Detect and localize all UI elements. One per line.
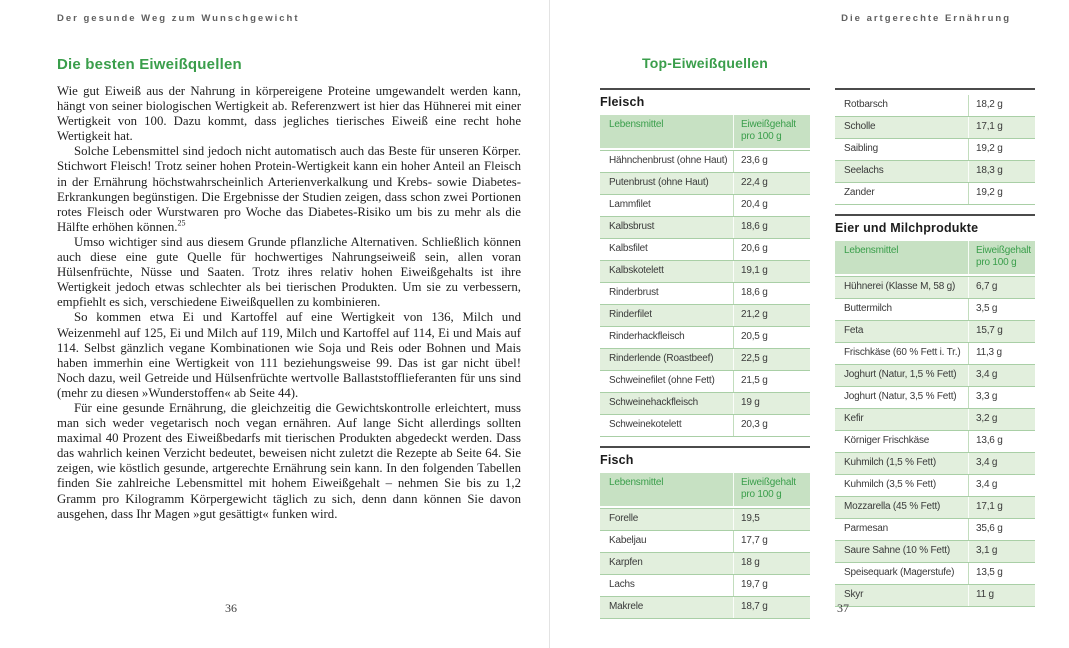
food-cell: Makrele (600, 597, 734, 618)
table-row (600, 150, 810, 172)
protein-value-cell: 20,4 g (741, 199, 768, 210)
table-row (600, 392, 810, 414)
table-row (600, 260, 810, 282)
protein-value-cell: 18,7 g (741, 601, 768, 612)
table-row (835, 496, 1035, 518)
protein-value-cell: 22,4 g (741, 177, 768, 188)
protein-value-cell: 19,1 g (741, 265, 768, 276)
body-paragraph: Umso wichtiger sind aus diesem Grunde pflanzliche Alternativen. Schließlich können auch diese eine gute Quelle für hochwertiges Nahrungseiweiß sein, allen voran Hülsenfrüchte, Nüsse und Saaten. Trotz ihres relativ hohen Eiweißgehalts ist ihre Wertigkeit jedoch etwas schlechter als bei tierischen Produkten. Um sie zu verbessern, empfiehlt es sich, verschiedene Eiweißquellen zu kombinieren. (57, 234, 521, 310)
table-column-left (600, 88, 810, 628)
food-cell: Seelachs (835, 161, 969, 182)
left-page-text-column (57, 56, 521, 522)
food-cell: Kefir (835, 409, 969, 430)
food-cell: Rinderhackfleisch (600, 327, 734, 348)
protein-value-cell: 21,5 g (741, 375, 768, 386)
protein-value-cell: 18,6 g (741, 287, 768, 298)
food-cell: Rinderfilet (600, 305, 734, 326)
table-row (835, 95, 1035, 116)
protein-value-cell: 3,4 g (976, 457, 998, 468)
table-row (835, 298, 1035, 320)
table-section-fisch-fortsetzung (835, 88, 1035, 205)
protein-value-cell: 19,5 (741, 513, 760, 524)
protein-value-cell: 3,1 g (976, 545, 998, 556)
table-row (835, 518, 1035, 540)
body-paragraph: Solche Lebensmittel sind jedoch nicht automatisch auch das Beste für unseren Körper. Stichwort Fleisch! Trotz seiner hohen Protein-Wertigkeit kann ein hoher Anteil an Fleisch in der Ernährung höchstwahrscheinlich Arterienverkalkung und Krebs- sowie Diabetes-Erkrankungen begünstigen. Die Ergebnisse der Studien zeigen, dass schon zwei Portionen rotes Fleisch oder Wurstwaren pro Woche das Diabetes-Risiko um bis zu mehr als die Hälfte erhöhen können.$^{25}$ (57, 144, 521, 234)
food-cell: Buttermilch (835, 299, 969, 320)
protein-value-cell: 20,6 g (741, 243, 768, 254)
protein-value-cell: 17,7 g (741, 535, 768, 546)
protein-value-cell: 11,3 g (976, 347, 1002, 358)
protein-value-cell: 18 g (741, 557, 760, 568)
table-row (835, 182, 1035, 204)
section-rule (600, 446, 810, 448)
table-row (835, 430, 1035, 452)
table-header-row (600, 115, 810, 148)
food-cell: Feta (835, 321, 969, 342)
table-row (835, 562, 1035, 584)
food-cell: Speisequark (Magerstufe) (835, 563, 969, 584)
food-cell: Joghurt (Natur, 1,5 % Fett) (835, 365, 969, 386)
food-cell: Scholle (835, 117, 969, 138)
protein-value-cell: 15,7 g (976, 325, 1003, 336)
protein-value-cell: 18,3 g (976, 165, 1003, 176)
protein-table (600, 115, 810, 437)
table-row (835, 474, 1035, 496)
protein-value-cell: 3,4 g (976, 369, 998, 380)
table-section-heading: Eier und Milchprodukte (835, 221, 979, 235)
protein-table (600, 473, 810, 619)
food-cell: Forelle (600, 509, 734, 530)
protein-value-cell: 3,2 g (976, 413, 998, 424)
table-section-eier-milchprodukte (835, 214, 1035, 607)
section-rule (600, 88, 810, 90)
food-cell: Karpfen (600, 553, 734, 574)
food-cell: Parmesan (835, 519, 969, 540)
table-row (600, 348, 810, 370)
table-section-heading: Fisch (600, 453, 634, 467)
running-head-left: Der gesunde Weg zum Wunschgewicht (57, 13, 300, 24)
table-row (835, 160, 1035, 182)
table-row (835, 452, 1035, 474)
food-cell: Schweinekotelett (600, 415, 734, 436)
protein-value-cell: 3,3 g (976, 391, 998, 402)
table-row (600, 596, 810, 618)
running-head-right: Die artgerechte Ernährung (841, 13, 1011, 24)
food-column-header: Lebensmittel (600, 473, 734, 506)
body-paragraph: Wie gut Eiweiß aus der Nahrung in körpereigene Proteine umgewandelt werden kann, hängt von seiner biologischen Wertigkeit ab. Referenzwert ist hier das Hühnerei mit einer Wertigkeit von 100. Dazu kommt, dass jegliches tierisches Eiweiß eine recht hohe Wertigkeit hat. (57, 84, 521, 144)
food-cell: Skyr (835, 585, 969, 606)
page-gutter-divider (549, 0, 550, 648)
protein-value-cell: 3,5 g (976, 303, 998, 314)
table-row (835, 138, 1035, 160)
food-column-header: Lebensmittel (835, 241, 969, 274)
food-cell: Saure Sahne (10 % Fett) (835, 541, 969, 562)
protein-table (835, 95, 1035, 205)
table-row (835, 386, 1035, 408)
table-section-fleisch (600, 88, 810, 437)
food-cell: Lammfilet (600, 195, 734, 216)
protein-value-cell: 20,5 g (741, 331, 768, 342)
table-row (835, 584, 1035, 606)
body-paragraph: Für eine gesunde Ernährung, die gleichzeitig die Gewichtskontrolle erleichtert, muss man sich weder vegetarisch noch vegan ernähren. Auf lange Sicht allerdings sollten maximal 40 Prozent des Eiweißbedarfs mit tierischen Produkten abgedeckt werden. Dass das wahrlich keinen Verzicht bedeutet, beweisen nicht zuletzt die Rezepte ab Seite 64. Sie zeigen, wie köstlich gesunde, artgerechte Ernährung sein kann. In den folgenden Tabellen finden Sie zahlreiche Lebensmittel mit hohem Eiweißgehalt – nehmen Sie bis zu 1,2 Gramm pro Kilogramm Körpergewicht täglich zu sich, denn dann können Sie davon ausgehen, dass Ihr Magen »gut gesättigt« funken wird. (57, 400, 521, 521)
food-cell: Joghurt (Natur, 3,5 % Fett) (835, 387, 969, 408)
section-rule (835, 88, 1035, 90)
protein-value-cell: 22,5 g (741, 353, 768, 364)
food-cell: Saibling (835, 139, 969, 160)
food-cell: Mozzarella (45 % Fett) (835, 497, 969, 518)
protein-value-cell: 18,2 g (976, 99, 1003, 110)
food-cell: Rotbarsch (835, 95, 969, 116)
section-heading: Die besten Eiweißquellen (57, 56, 242, 73)
protein-value-cell: 20,3 g (741, 419, 768, 430)
table-header-row (835, 241, 1035, 274)
table-row (600, 326, 810, 348)
food-cell: Frischkäse (60 % Fett i. Tr.) (835, 343, 969, 364)
protein-value-cell: 19,7 g (741, 579, 768, 590)
table-row (835, 116, 1035, 138)
table-row (600, 282, 810, 304)
food-cell: Putenbrust (ohne Haut) (600, 173, 734, 194)
value-column-header: Eiweißgehalt pro 100 g (741, 119, 796, 142)
protein-table (835, 241, 1035, 607)
table-row (835, 320, 1035, 342)
table-row (600, 370, 810, 392)
protein-value-cell: 17,1 g (976, 501, 1003, 512)
protein-value-cell: 18,6 g (741, 221, 768, 232)
protein-value-cell: 19,2 g (976, 143, 1003, 154)
section-rule (835, 214, 1035, 216)
protein-value-cell: 23,6 g (741, 155, 768, 166)
table-row (600, 530, 810, 552)
food-cell: Kalbskotelett (600, 261, 734, 282)
page-number-left: 36 (225, 601, 237, 615)
table-row (835, 364, 1035, 386)
food-cell: Schweinefilet (ohne Fett) (600, 371, 734, 392)
food-cell: Kalbsbrust (600, 217, 734, 238)
food-cell: Körniger Frischkäse (835, 431, 969, 452)
protein-value-cell: 6,7 g (976, 281, 998, 292)
table-row (600, 574, 810, 596)
food-cell: Schweinehackfleisch (600, 393, 734, 414)
protein-value-cell: 21,2 g (741, 309, 768, 320)
table-row (600, 508, 810, 530)
table-section-fisch (600, 446, 810, 619)
endnote-reference: 25 (177, 218, 186, 228)
table-row (600, 216, 810, 238)
table-section-heading: Fleisch (600, 95, 645, 109)
protein-value-cell: 11 g (976, 589, 994, 600)
food-cell: Kabeljau (600, 531, 734, 552)
page-title: Top-Eiweißquellen (641, 55, 769, 71)
food-cell: Zander (835, 183, 969, 204)
table-row (835, 342, 1035, 364)
food-cell: Rinderbrust (600, 283, 734, 304)
food-cell: Hühnerei (Klasse M, 58 g) (835, 277, 969, 298)
protein-value-cell: 13,5 g (976, 567, 1003, 578)
protein-value-cell: 17,1 g (976, 121, 1003, 132)
value-column-header: Eiweißgehalt pro 100 g (741, 477, 796, 500)
table-row (600, 552, 810, 574)
table-row (835, 540, 1035, 562)
food-cell: Kuhmilch (1,5 % Fett) (835, 453, 969, 474)
table-row (600, 172, 810, 194)
food-cell: Lachs (600, 575, 734, 596)
body-paragraph: So kommen etwa Ei und Kartoffel auf eine Wertigkeit von 136, Milch und Weizenmehl auf 125, Ei und Milch auf 119, Milch und Kartoffel auf 114, Ei und Mais auf 114. Selbst gänzlich vegane Kombinationen wie Soja und Reis oder Bohnen und Mais haben immerhin eine Wertigkeit von 111 beziehungsweise 99. Das ist gar nicht übel! Noch dazu, weil Getreide und Hülsenfrüchte wertvolle Ballaststofflieferanten für uns sind (mehr zu diesen »Wunderstoffen« ab Seite 44). (57, 310, 521, 400)
table-row (600, 238, 810, 260)
food-cell: Kuhmilch (3,5 % Fett) (835, 475, 969, 496)
page-number-right: 37 (837, 601, 849, 615)
food-cell: Hähnchenbrust (ohne Haut) (600, 151, 734, 172)
food-cell: Kalbsfilet (600, 239, 734, 260)
value-column-header: Eiweißgehalt pro 100 g (976, 245, 1031, 268)
table-row (600, 194, 810, 216)
food-column-header: Lebensmittel (600, 115, 734, 148)
table-header-row (600, 473, 810, 506)
body-text (57, 84, 521, 522)
protein-value-cell: 19,2 g (976, 187, 1003, 198)
protein-value-cell: 3,4 g (976, 479, 998, 490)
table-row (835, 276, 1035, 298)
table-column-right (835, 88, 1035, 616)
table-row (600, 304, 810, 326)
table-row (835, 408, 1035, 430)
protein-value-cell: 35,6 g (976, 523, 1003, 534)
food-cell: Rinderlende (Roastbeef) (600, 349, 734, 370)
protein-value-cell: 13,6 g (976, 435, 1003, 446)
table-row (600, 414, 810, 436)
protein-value-cell: 19 g (741, 397, 760, 408)
